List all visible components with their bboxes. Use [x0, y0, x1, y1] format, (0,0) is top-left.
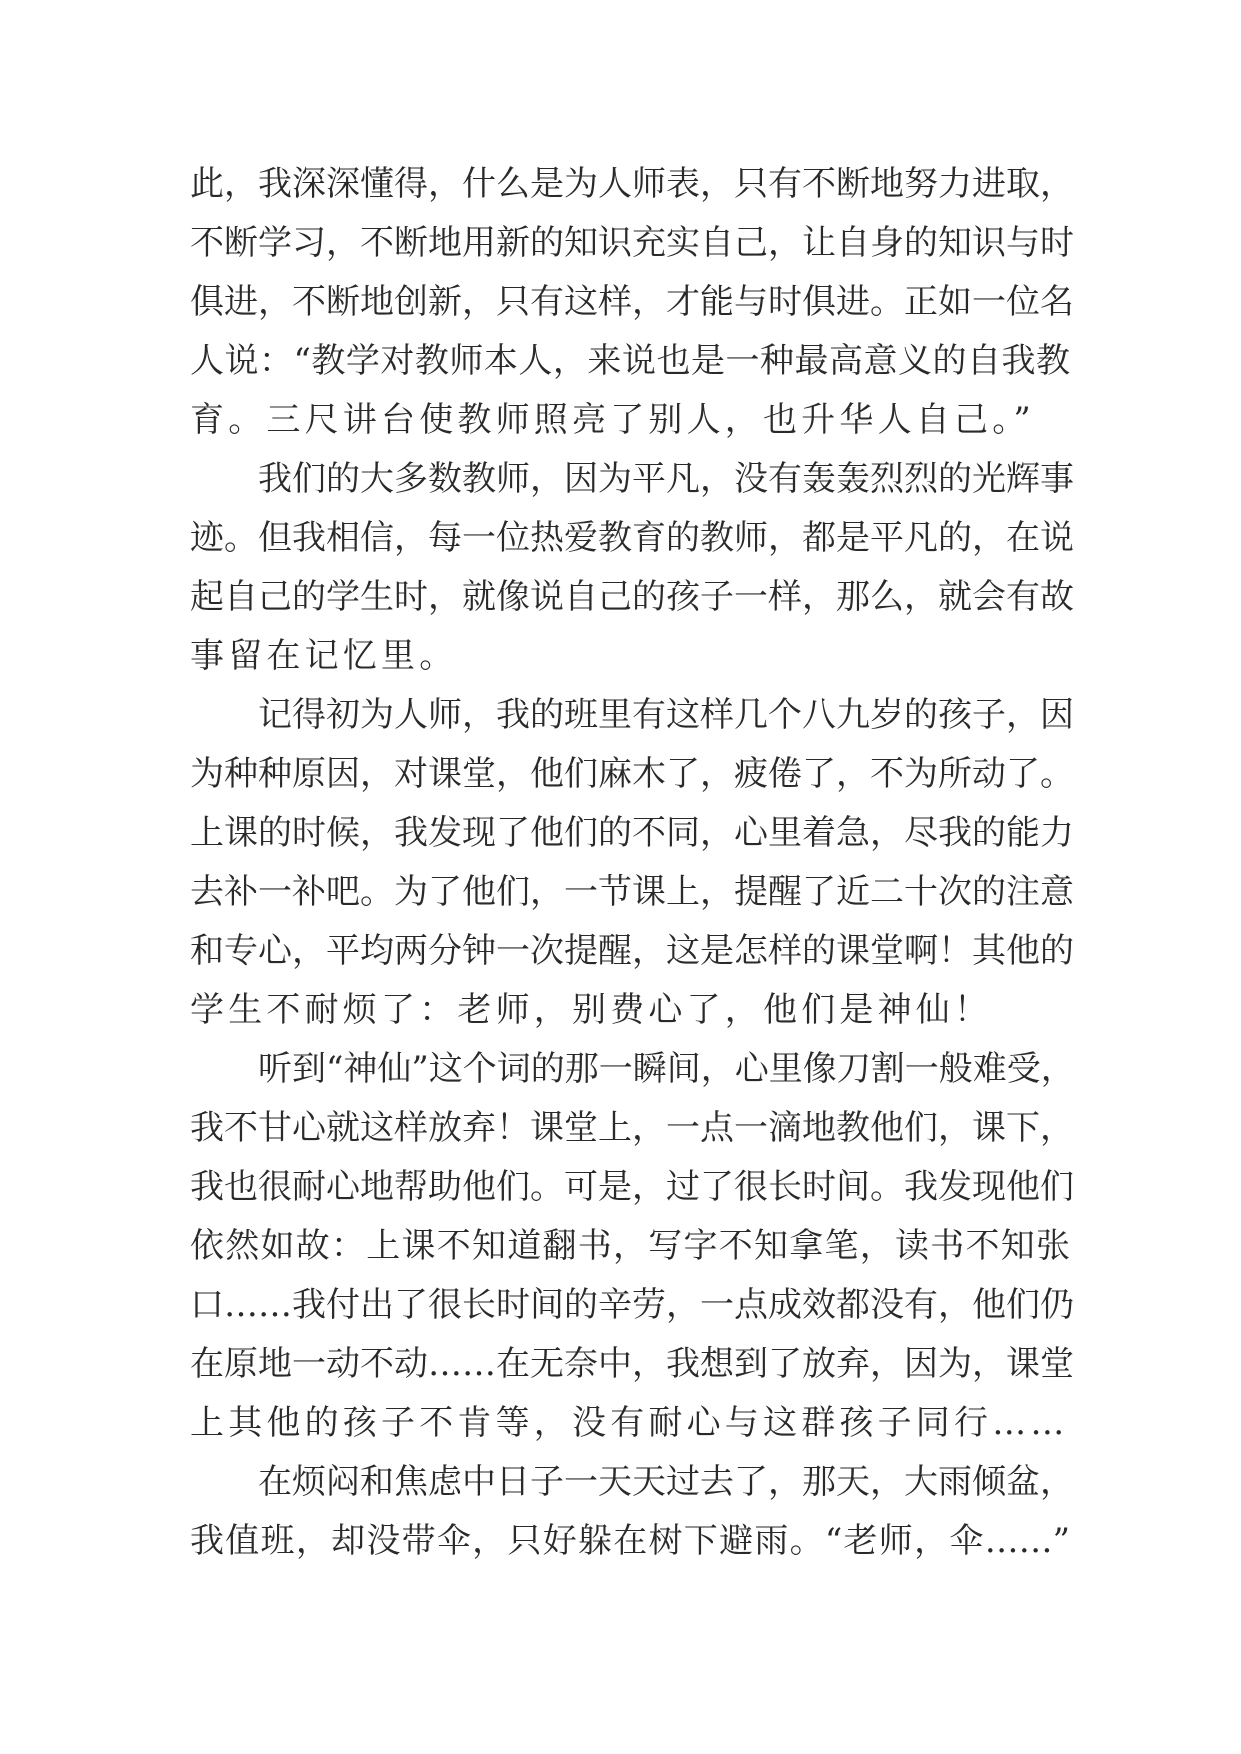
text-line: 口……我付出了很长时间的辛劳，一点成效都没有，他们仍 [190, 1285, 1074, 1325]
text-line: 依然如故：上课不知道翻书，写字不知拿笔，读书不知张 [190, 1226, 1070, 1266]
text-line: 事留在记忆里。 [190, 636, 458, 676]
text-line: 上其他的孩子不肯等，没有耐心与这群孩子同行…… [190, 1403, 1069, 1443]
text-line: 和专心，平均两分钟一次提醒，这是怎样的课堂啊！其他的 [190, 931, 1074, 971]
text-line: 我们的大多数教师，因为平凡，没有轰轰烈烈的光辉事 [258, 459, 1074, 499]
text-line: 此，我深深懂得，什么是为人师表，只有不断地努力进取， [190, 164, 1074, 204]
text-line: 人说：“教学对教师本人，来说也是一种最高意义的自我教 [190, 341, 1070, 381]
text-line: 我也很耐心地帮助他们。可是，过了很长时间。我发现他们 [190, 1167, 1074, 1207]
text-line: 我值班，却没带伞，只好躲在树下避雨。“老师，伞……” [190, 1521, 1070, 1561]
text-line: 在烦闷和焦虑中日子一天天过去了，那天，大雨倾盆， [258, 1462, 1074, 1502]
text-line: 我不甘心就这样放弃！课堂上，一点一滴地教他们，课下， [190, 1108, 1074, 1148]
text-line: 上课的时候，我发现了他们的不同，心里着急，尽我的能力 [190, 813, 1074, 853]
text-line: 去补一补吧。为了他们，一节课上，提醒了近二十次的注意 [190, 872, 1074, 912]
text-line: 不断学习，不断地用新的知识充实自己，让自身的知识与时 [190, 223, 1074, 263]
text-line: 迹。但我相信，每一位热爱教育的教师，都是平凡的，在说 [190, 518, 1074, 558]
text-line: 记得初为人师，我的班里有这样几个八九岁的孩子，因 [258, 695, 1074, 735]
text-line: 起自己的学生时，就像说自己的孩子一样，那么，就会有故 [190, 577, 1074, 617]
text-line: 听到“神仙”这个词的那一瞬间，心里像刀割一般难受， [258, 1049, 1075, 1089]
text-line: 学生不耐烦了：老师，别费心了，他们是神仙！ [190, 990, 993, 1030]
text-line: 在原地一动不动……在无奈中，我想到了放弃，因为，课堂 [190, 1344, 1074, 1384]
text-line: 育。三尺讲台使教师照亮了别人，也升华人自己。” [190, 400, 1035, 440]
text-line: 俱进，不断地创新，只有这样，才能与时俱进。正如一位名 [190, 282, 1074, 322]
body-text [190, 155, 1075, 1571]
text-line: 为种种原因，对课堂，他们麻木了，疲倦了，不为所动了。 [190, 754, 1074, 794]
